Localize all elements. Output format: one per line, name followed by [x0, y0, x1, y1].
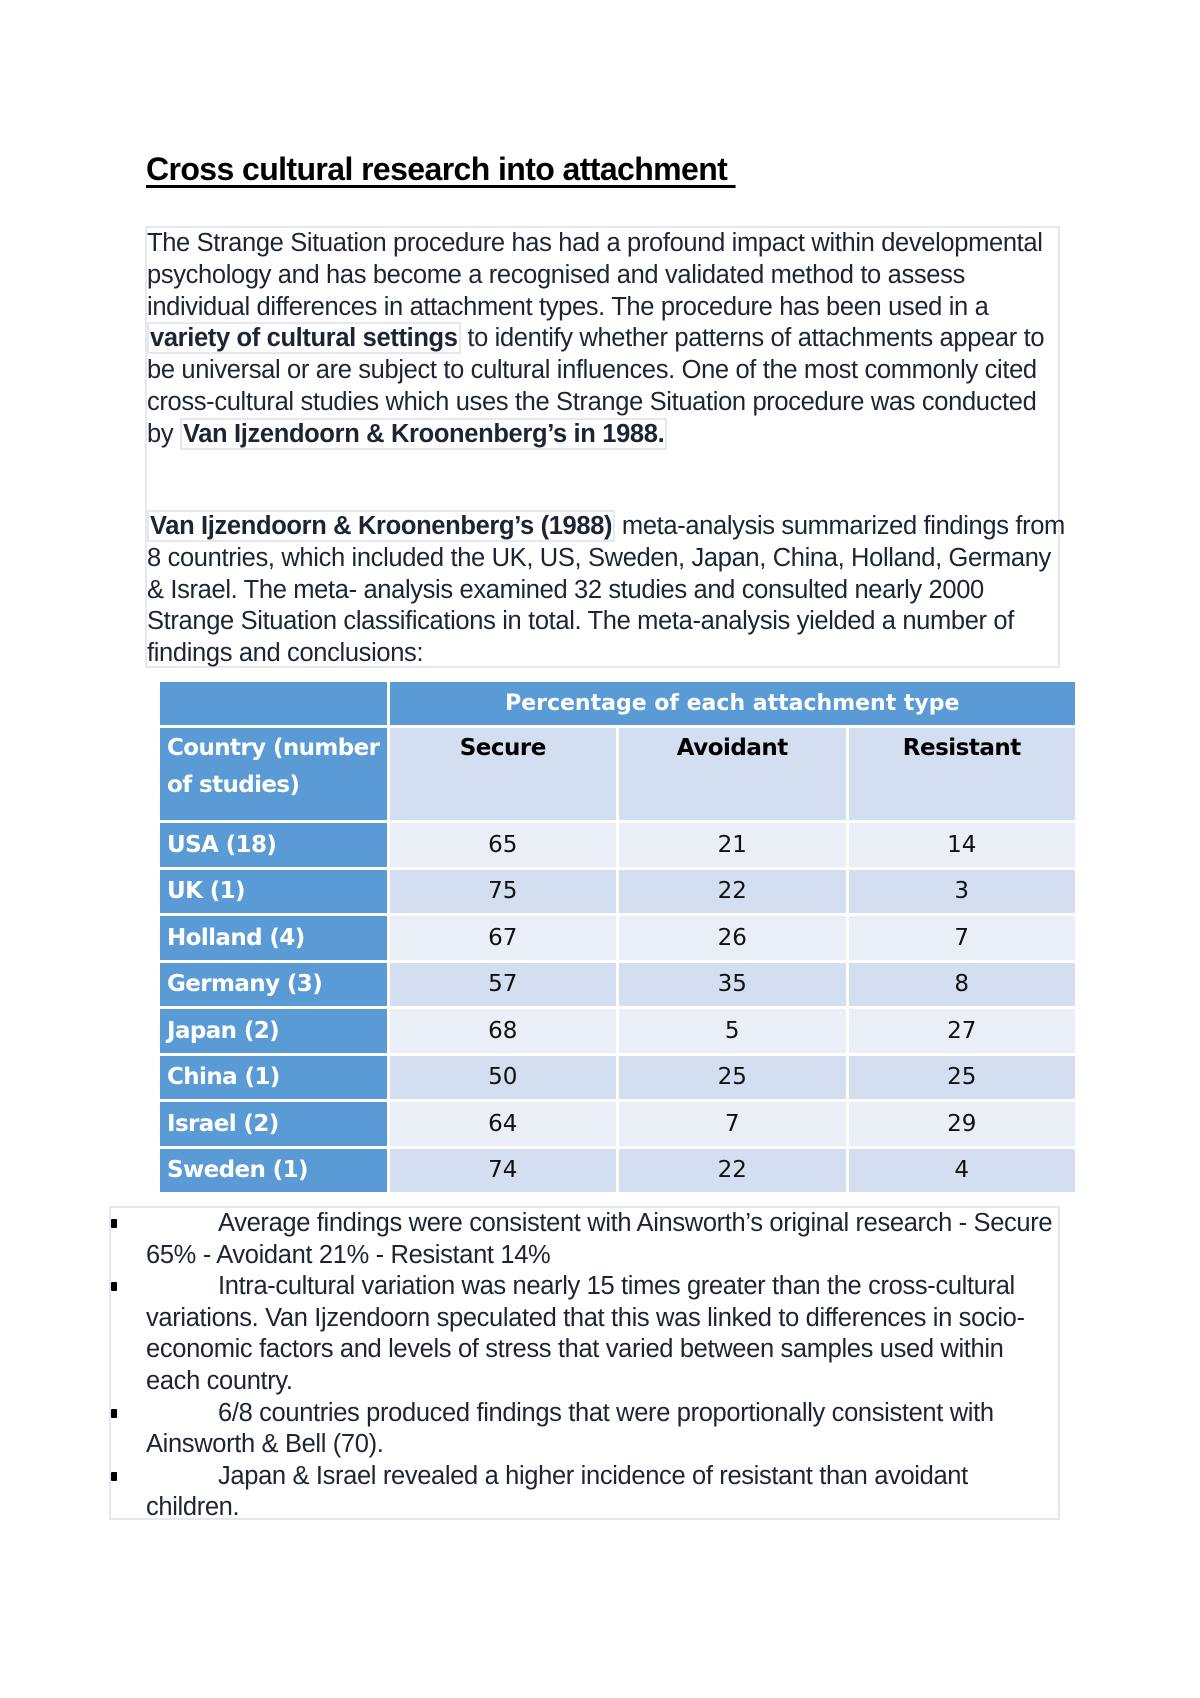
table-row — [160, 916, 1078, 963]
meta-analysis-paragraph — [147, 511, 1067, 670]
highlight-authors: Van Ijzendoorn & Kroonenberg’s (1988) — [147, 510, 615, 542]
resistant-cell: 25 — [849, 1056, 1079, 1103]
resistant-cell: 14 — [849, 823, 1079, 870]
secure-column-header: Secure — [390, 728, 620, 823]
avoidant-cell: 26 — [619, 916, 849, 963]
resistant-cell: 4 — [849, 1149, 1079, 1196]
avoidant-cell: 7 — [619, 1102, 849, 1149]
country-cell: Israel (2) — [160, 1102, 390, 1149]
table-row — [160, 1056, 1078, 1103]
table-row — [160, 823, 1078, 870]
list-item: Intra-cultural variation was nearly 15 times greater than the cross-cultural variations. Van Ijzendoorn speculated that this was linked to differences in socio-economic factors and levels of stress that varied between samples used within each country. — [110, 1271, 1060, 1397]
avoidant-cell: 22 — [619, 870, 849, 917]
table-row — [160, 963, 1078, 1010]
table-corner-cell — [160, 682, 390, 728]
avoidant-cell: 21 — [619, 823, 849, 870]
secure-cell: 75 — [390, 870, 620, 917]
intro-text-part2: to identify whether patterns of attachments appear to be universal or are subject to cultural influences. One of the most commonly cited cross-cultural studies which uses the Strange Situation procedure was conducted by — [147, 324, 1045, 448]
table-group-header-row — [160, 682, 1078, 728]
avoidant-column-header: Avoidant — [619, 728, 849, 823]
resistant-cell: 8 — [849, 963, 1079, 1010]
table-row — [160, 1009, 1078, 1056]
avoidant-cell: 25 — [619, 1056, 849, 1103]
country-cell: USA (18) — [160, 823, 390, 870]
secure-cell: 57 — [390, 963, 620, 1010]
page-title: Cross cultural research into attachment — [146, 151, 736, 187]
intro-paragraph — [147, 228, 1067, 451]
bullet-icon — [111, 1282, 117, 1291]
attachment-types-table — [160, 682, 1078, 1195]
list-item: 6/8 countries produced findings that were proportionally consistent with Ainsworth & Bell (70). — [110, 1398, 1060, 1461]
secure-cell: 74 — [390, 1149, 620, 1196]
highlight-van-ijzendoorn-1988: Van Ijzendoorn & Kroonenberg’s in 1988. — [180, 418, 667, 450]
country-cell: China (1) — [160, 1056, 390, 1103]
bullet-icon — [111, 1472, 117, 1481]
resistant-column-header: Resistant — [849, 728, 1079, 823]
findings-list — [110, 1208, 1060, 1524]
resistant-cell: 29 — [849, 1102, 1079, 1149]
avoidant-cell: 5 — [619, 1009, 849, 1056]
country-cell: Sweden (1) — [160, 1149, 390, 1196]
secure-cell: 67 — [390, 916, 620, 963]
meta-analysis-text: meta-analysis summarized findings from 8 countries, which included the UK, US, Sweden, Japan, China, Holland, Germany & Israel. The meta- analysis examined 32 studies and consulted nearly 2000 Strange Situation classifications in total. The meta-analysis yielded a number of findings and conclusions: — [147, 512, 1065, 668]
avoidant-cell: 35 — [619, 963, 849, 1010]
bullet-icon — [111, 1409, 117, 1418]
resistant-cell: 27 — [849, 1009, 1079, 1056]
intro-text-part1: The Strange Situation procedure has had a profound impact within developmental psychology and has become a recognised and validated method to assess individual differences in attachment types. The procedure has been used in a — [147, 229, 1043, 321]
list-item: Japan & Israel revealed a higher incidence of resistant than avoidant children. — [110, 1461, 1060, 1524]
highlight-cultural-settings: variety of cultural settings — [147, 322, 461, 354]
country-column-header: Country (number of studies) — [160, 728, 390, 823]
table-row — [160, 1102, 1078, 1149]
list-item: Average findings were consistent with Ainsworth’s original research - Secure 65% - Avoidant 21% - Resistant 14% — [110, 1208, 1060, 1271]
country-cell: UK (1) — [160, 870, 390, 917]
table-column-header-row — [160, 728, 1078, 823]
country-cell: Holland (4) — [160, 916, 390, 963]
resistant-cell: 3 — [849, 870, 1079, 917]
avoidant-cell: 22 — [619, 1149, 849, 1196]
resistant-cell: 7 — [849, 916, 1079, 963]
secure-cell: 65 — [390, 823, 620, 870]
bullet-icon — [111, 1219, 117, 1228]
table-row — [160, 870, 1078, 917]
country-cell: Germany (3) — [160, 963, 390, 1010]
secure-cell: 68 — [390, 1009, 620, 1056]
table-group-header: Percentage of each attachment type — [390, 682, 1079, 728]
secure-cell: 64 — [390, 1102, 620, 1149]
country-cell: Japan (2) — [160, 1009, 390, 1056]
table-row — [160, 1149, 1078, 1196]
secure-cell: 50 — [390, 1056, 620, 1103]
